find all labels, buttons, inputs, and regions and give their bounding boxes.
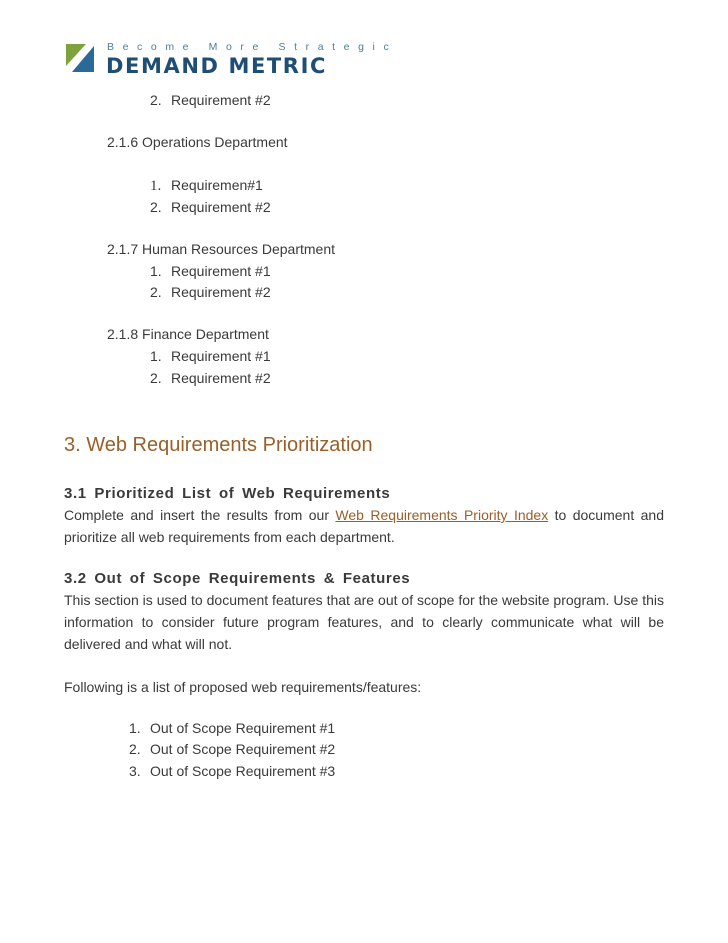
demand-metric-logo [64, 38, 398, 80]
list-item [129, 719, 335, 737]
logo-mark-icon [64, 42, 98, 76]
paragraph-text: Complete and insert the results from our [64, 507, 336, 523]
subsection-title-3-1: 3.1 Prioritized List of Web Requirements [64, 485, 391, 502]
list-item [150, 347, 271, 365]
list-item [150, 369, 271, 387]
list-number: 2. [150, 370, 162, 386]
section-title: 3. Web Requirements Prioritization [64, 434, 373, 456]
list-number: 3. [129, 763, 141, 779]
logo-tagline: Become More Strategic [107, 41, 398, 53]
list-number: 2. [150, 199, 162, 215]
list-number: 2. [129, 741, 141, 757]
list-text: Requirement #2 [171, 284, 271, 300]
paragraph-3-1 [64, 504, 664, 548]
priority-index-link[interactable]: Web Requirements Priority Index [335, 507, 549, 523]
paragraph-3-2: This section is used to document features that are out of scope for the website program. Use this information to consider future program features, and to clearly communicate what will be delivered and what will not. [64, 592, 664, 652]
list-number: 1. [150, 263, 162, 279]
list-item [150, 262, 271, 280]
list-intro: Following is a list of proposed web requirements/features: [64, 679, 422, 695]
list-number: 1. [150, 348, 162, 364]
subsection-heading-operations: 2.1.6 Operations Department [107, 134, 288, 150]
list-text: Out of Scope Requirement #3 [150, 763, 336, 779]
list-number: 2. [150, 284, 162, 300]
list-item [129, 762, 335, 780]
list-text: Requirement #1 [171, 348, 271, 364]
list-text: Requirement #2 [171, 370, 271, 386]
subsection-heading-hr: 2.1.7 Human Resources Department [107, 241, 335, 257]
list-item [150, 283, 271, 301]
list-number: 1. [129, 720, 141, 736]
list-text: Requirement #2 [171, 199, 271, 215]
list-text: Out of Scope Requirement #2 [150, 741, 336, 757]
list-number: 2. [150, 92, 162, 108]
list-text: Requiremen#1 [171, 177, 263, 193]
subsection-heading-finance: 2.1.8 Finance Department [107, 326, 269, 342]
list-number: 1. [150, 178, 162, 194]
list-text: Out of Scope Requirement #1 [150, 720, 336, 736]
list-text: Requirement #2 [171, 92, 271, 108]
list-item [150, 176, 263, 195]
list-text: Requirement #1 [171, 263, 271, 279]
list-item [150, 91, 271, 109]
logo-brand: DEMAND METRIC [106, 54, 328, 78]
subsection-title-3-2: 3.2 Out of Scope Requirements & Features [64, 570, 411, 587]
list-item [129, 740, 335, 758]
paragraph-text: to document and prioritize all web requirements from each department. [64, 507, 664, 545]
list-item [150, 198, 271, 216]
